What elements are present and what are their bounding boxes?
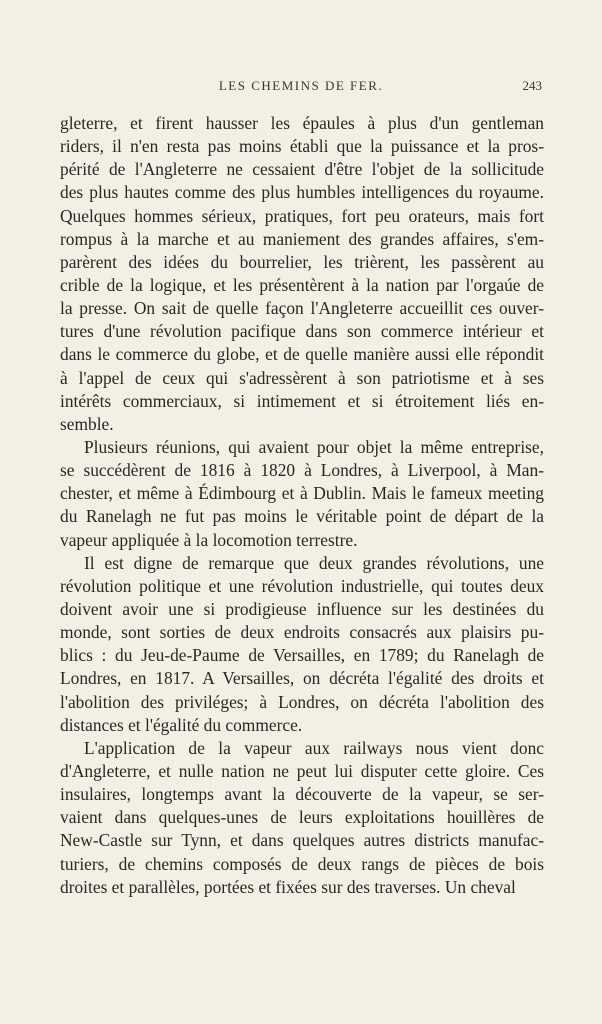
text-line: blics : du Jeu-de-Paume de Versailles, en 1789; du Ranelagh de — [60, 645, 544, 666]
text-line: périté de l'Angleterre ne cessaient d'être l'objet de la sollicitude — [60, 159, 544, 180]
text-line: du Ranelagh ne fut pas moins le véritable point de départ de la — [60, 506, 544, 527]
text-line: parèrent des idées du bourrelier, les trièrent, les passèrent au — [60, 251, 544, 272]
text-line: vaient dans quelques-unes de leurs exploitations houillères de — [60, 807, 544, 828]
text-line: révolution politique et une révolution industrielle, qui toutes deux — [60, 575, 544, 596]
text-line: doivent avoir une si prodigieuse influence sur les destinées du — [60, 598, 544, 619]
text-line: à l'appel de ceux qui s'adressèrent à son patriotisme et à ses — [60, 367, 544, 388]
text-line: gleterre, et firent hausser les épaules à plus d'un gentleman — [60, 113, 544, 133]
running-title: LES CHEMINS DE FER. — [218, 78, 384, 93]
text-line: insulaires, longtemps avant la découverte de la vapeur, se ser- — [60, 784, 544, 805]
text-line: semble. — [60, 413, 114, 434]
text-line: crible de la logique, et les présentèrent à la nation par l'orgaúe de — [60, 274, 544, 295]
body-text — [60, 112, 544, 899]
page-header — [60, 78, 542, 98]
text-line: intérêts commerciaux, si intimement et si étroitement liés en- — [60, 390, 544, 411]
text-line: des plus hautes comme des plus humbles intelligences du royaume. — [60, 182, 544, 203]
text-line: Quelques hommes sérieux, pratiques, fort peu orateurs, mais fort — [60, 205, 544, 226]
text-line: l'abolition des priviléges; à Londres, on décréta l'abolition des — [60, 691, 544, 712]
text-line: Londres, en 1817. A Versailles, on décréta l'égalité des droits et — [60, 668, 544, 689]
text-line: rompus à la marche et au maniement des grandes affaires, s'em- — [60, 228, 544, 249]
text-line: distances et l'égalité du commerce. — [60, 714, 303, 735]
text-line: se succédèrent de 1816 à 1820 à Londres, à Liverpool, à Man- — [60, 460, 544, 481]
text-line: turiers, de chemins composés de deux rangs de pièces de bois — [60, 853, 544, 874]
text-line: riders, il n'en resta pas moins établi que la puissance et la pros- — [60, 136, 544, 157]
text-line: monde, sont sorties de deux endroits consacrés aux plaisirs pu- — [60, 622, 544, 643]
text-line: d'Angleterre, et nulle nation ne peut lui disputer cette gloire. Ces — [60, 760, 544, 781]
text-line: New-Castle sur Tynn, et dans quelques autres districts manufac- — [60, 830, 544, 851]
text-line: Il est digne de remarque que deux grandes révolutions, une — [84, 552, 544, 573]
page-number: 243 — [522, 78, 542, 93]
text-line: tures d'une révolution pacifique dans son commerce intérieur et — [60, 321, 544, 342]
text-line: droites et parallèles, portées et fixées sur des traverses. Un cheval — [60, 876, 516, 897]
text-line: L'application de la vapeur aux railways nous vient donc — [84, 737, 544, 758]
text-line: la presse. On sait de quelle façon l'Angleterre accueillit ces ouver- — [60, 298, 544, 319]
text-line: chester, et même à Édimbourg et à Dublin. Mais le fameux meeting — [60, 483, 544, 504]
text-line: dans le commerce du globe, et de quelle manière aussi elle répondit — [60, 344, 544, 365]
text-line: Plusieurs réunions, qui avaient pour objet la même entreprise, — [84, 436, 544, 457]
text-line: vapeur appliquée à la locomotion terrestre. — [60, 529, 358, 550]
